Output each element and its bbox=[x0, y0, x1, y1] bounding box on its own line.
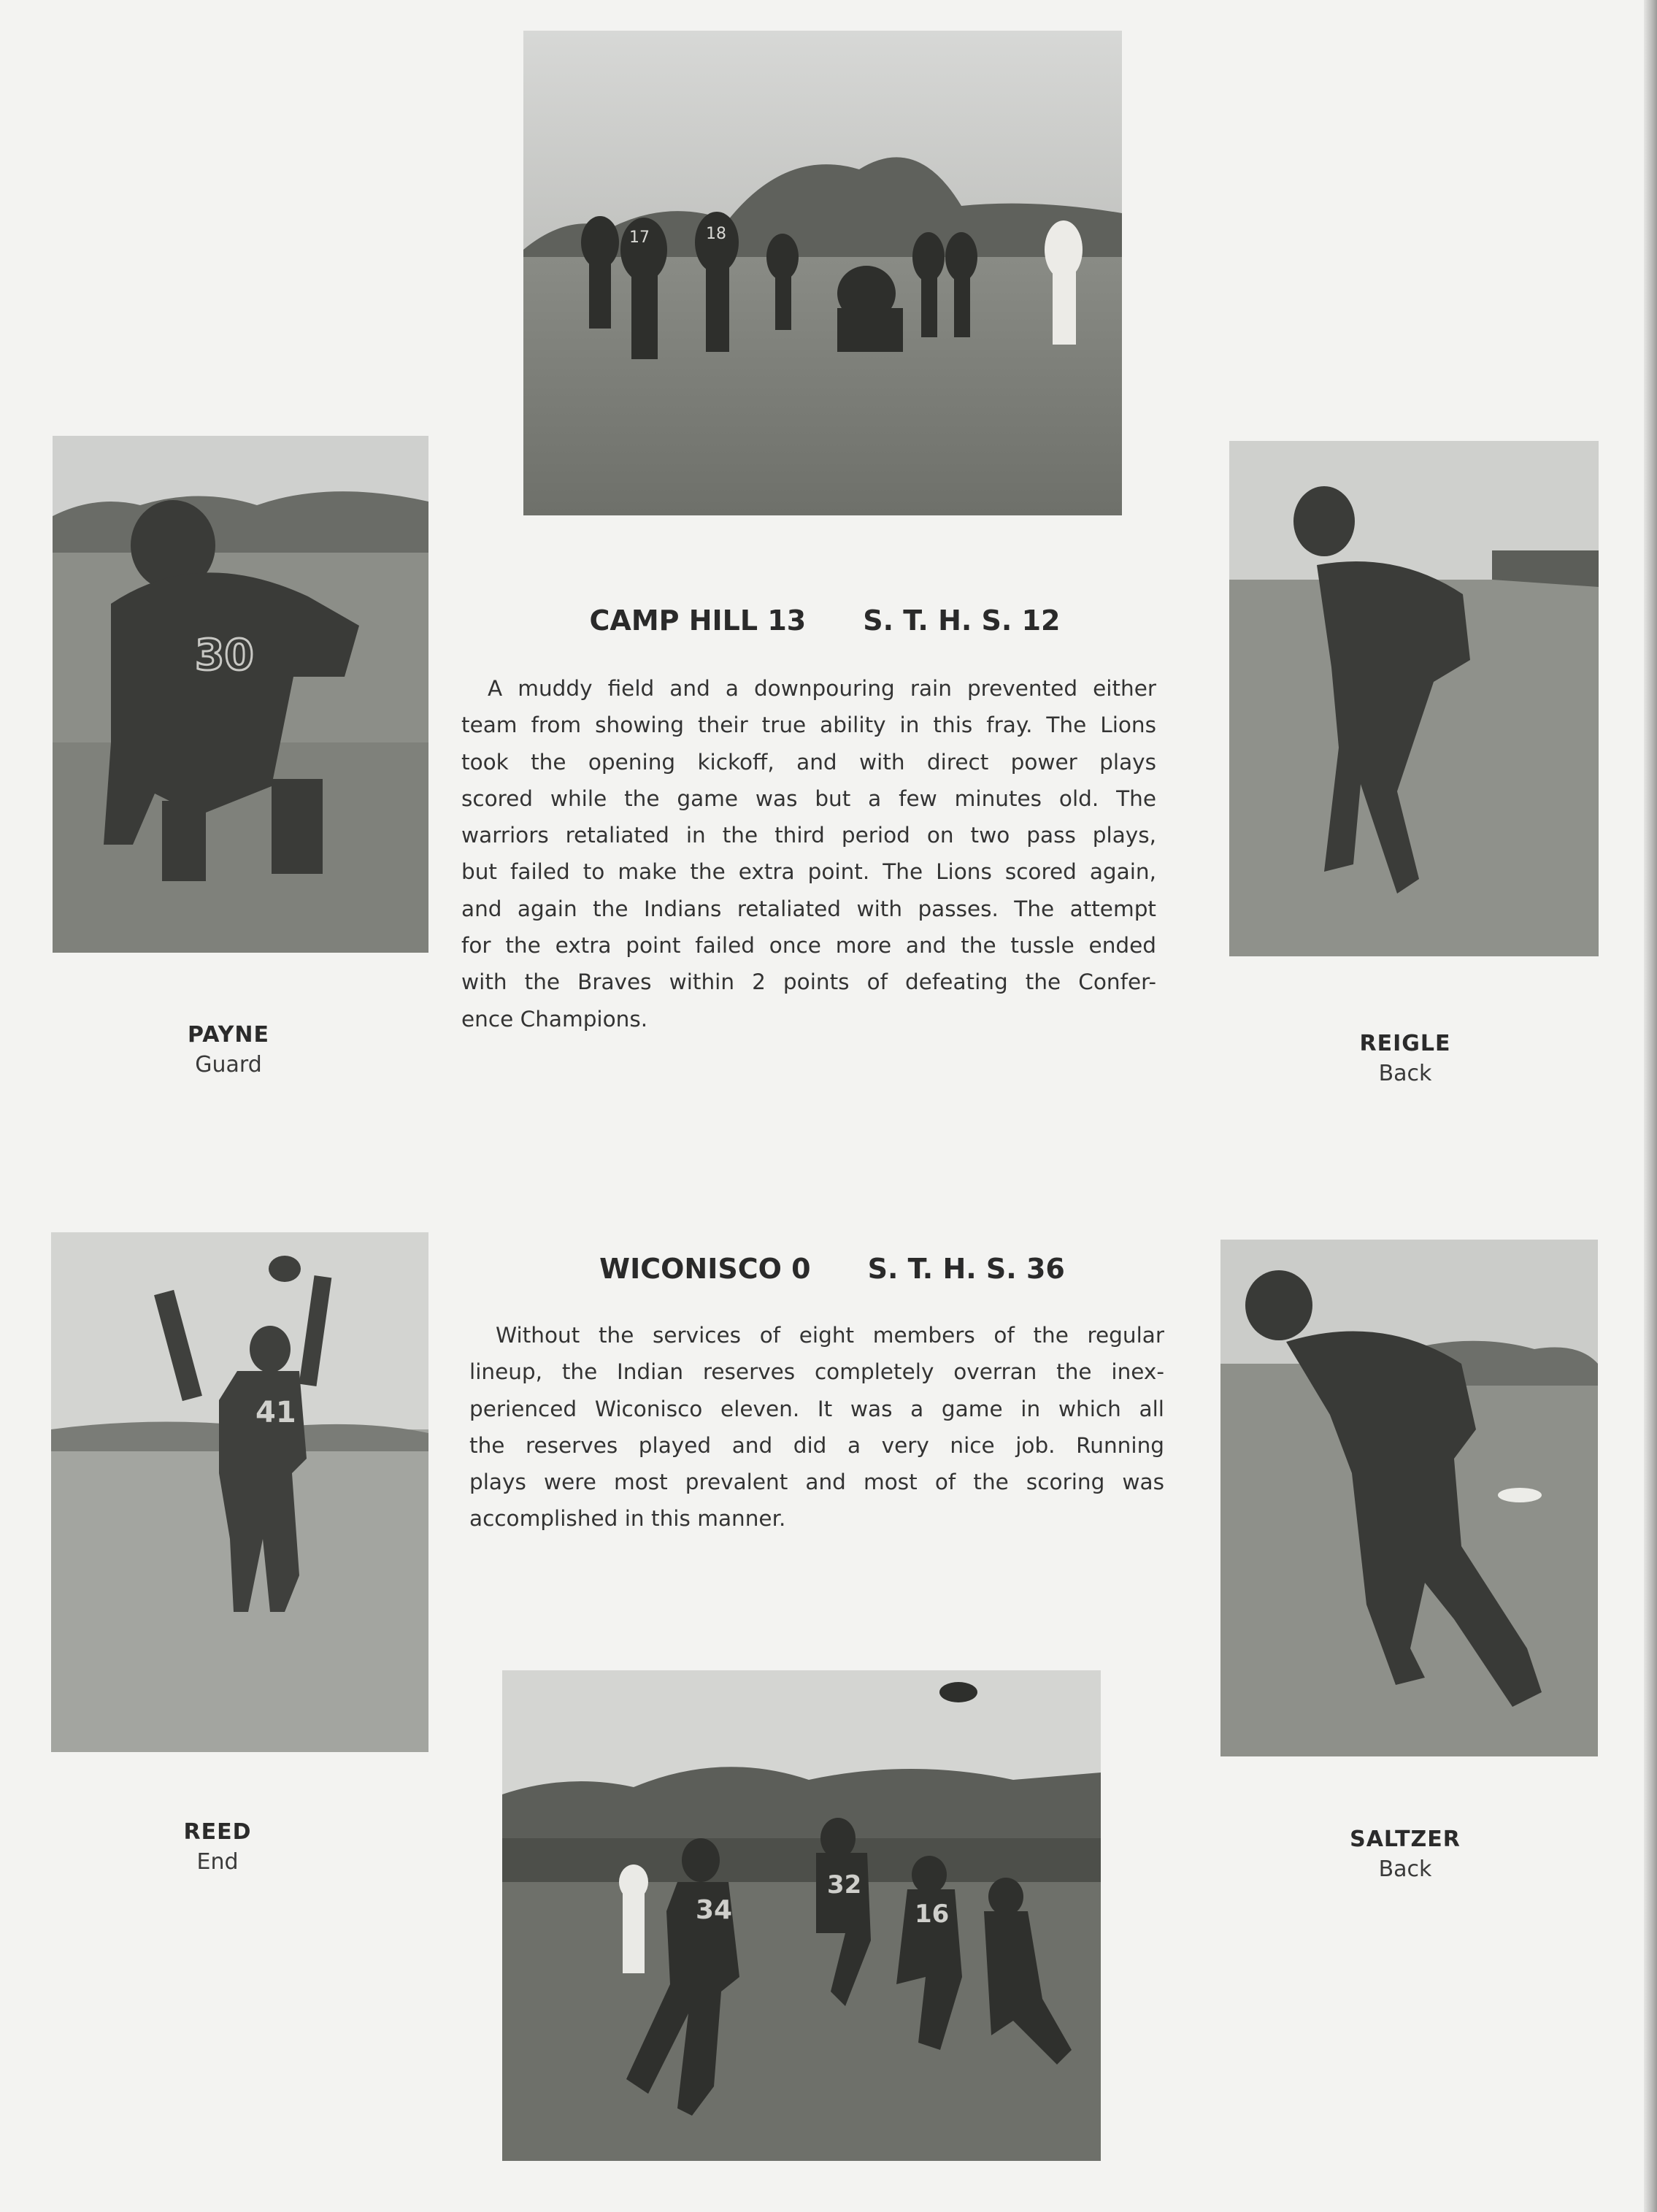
story-line: took the opening kickoff, and with direct power plays bbox=[461, 749, 1156, 775]
story-line: ence Champions. bbox=[461, 1006, 648, 1032]
opponent-score: WICONISCO 0 bbox=[599, 1253, 811, 1285]
player-photo-saltzer bbox=[1220, 1240, 1598, 1756]
page-edge bbox=[1644, 0, 1657, 2212]
game-action-photo-top bbox=[523, 31, 1122, 515]
jersey-number: 32 bbox=[827, 1870, 862, 1900]
story-line: Without the services of eight members of the regular bbox=[496, 1323, 1164, 1348]
story-line: and again the Indians retaliated with passes. The attempt bbox=[461, 896, 1156, 921]
jersey-number: 30 bbox=[195, 630, 254, 680]
player-position: Guard bbox=[195, 1052, 262, 1078]
home-score: S. T. H. S. 12 bbox=[863, 604, 1061, 637]
jersey-number: 16 bbox=[915, 1900, 950, 1929]
story-line: but failed to make the extra point. The Lions scored again, bbox=[461, 859, 1156, 885]
game-heading bbox=[460, 604, 1190, 637]
player-name: PAYNE bbox=[188, 1022, 269, 1048]
story-line: plays were most prevalent and most of the scoring was bbox=[469, 1470, 1164, 1495]
story-line: A muddy field and a downpouring rain prevented either bbox=[488, 676, 1156, 701]
player-position: Back bbox=[1378, 1061, 1432, 1086]
story-line: lineup, the Indian reserves completely overran the inex- bbox=[469, 1359, 1164, 1385]
player-photo-payne bbox=[53, 436, 428, 953]
jersey-number: 34 bbox=[696, 1895, 733, 1925]
home-score: S. T. H. S. 36 bbox=[867, 1253, 1065, 1285]
game-story bbox=[461, 670, 1156, 1037]
story-line: team from showing their true ability in this fray. The Lions bbox=[461, 713, 1156, 738]
player-caption-payne bbox=[119, 1021, 338, 1080]
opponent-score: CAMP HILL 13 bbox=[589, 604, 807, 637]
player-position: End bbox=[196, 1849, 239, 1875]
player-photo-reigle bbox=[1229, 441, 1599, 956]
game-action-photo-bottom bbox=[502, 1670, 1101, 2161]
story-line: warriors retaliated in the third period on two pass plays, bbox=[461, 823, 1156, 848]
player-name: SALTZER bbox=[1350, 1827, 1461, 1852]
player-caption-saltzer bbox=[1296, 1825, 1515, 1885]
player-caption-reigle bbox=[1296, 1029, 1515, 1089]
story-line: scored while the game was but a few minutes old. The bbox=[461, 786, 1156, 811]
player-name: REED bbox=[183, 1819, 252, 1845]
story-line: perienced Wiconisco eleven. It was a game in which all bbox=[469, 1396, 1164, 1421]
story-line: for the extra point failed once more and the tussle ended bbox=[461, 933, 1156, 959]
jersey-number: 18 bbox=[706, 225, 726, 243]
story-line: with the Braves within 2 points of defeating the Confer- bbox=[461, 969, 1156, 995]
game-story bbox=[469, 1317, 1164, 1537]
story-line: the reserves played and did a very nice job. Running bbox=[469, 1432, 1164, 1458]
player-caption-reed bbox=[108, 1818, 327, 1878]
player-position: Back bbox=[1378, 1856, 1432, 1882]
player-photo-reed bbox=[51, 1232, 428, 1752]
jersey-number: 17 bbox=[629, 229, 650, 247]
story-line: accomplished in this manner. bbox=[469, 1506, 786, 1532]
jersey-number: 41 bbox=[255, 1396, 296, 1429]
player-name: REIGLE bbox=[1359, 1031, 1451, 1056]
game-heading bbox=[467, 1253, 1197, 1285]
